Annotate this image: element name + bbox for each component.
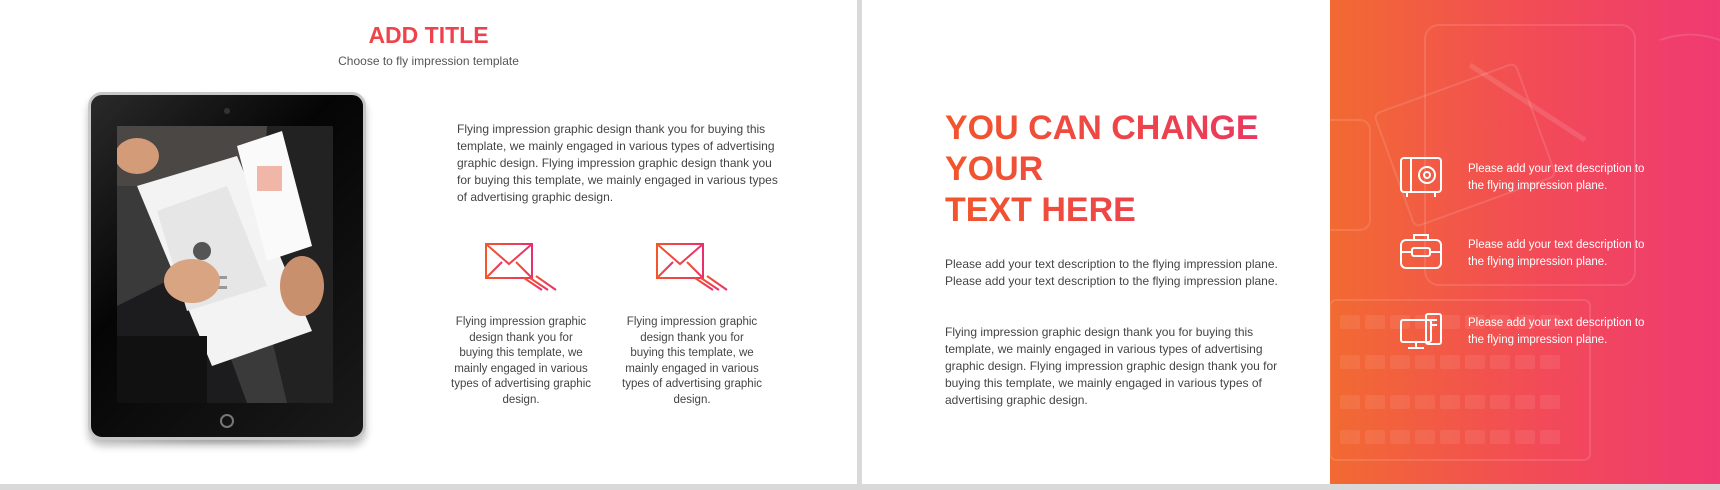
envelope-icon: [655, 240, 735, 295]
tablet-home-button: [220, 414, 234, 428]
headline: [945, 108, 1345, 231]
safe-icon: [1398, 155, 1444, 199]
slide-subtitle: Choose to fly impression template: [338, 54, 519, 68]
tablet-image: [88, 92, 366, 440]
slide-left: [0, 0, 857, 484]
headline-line: TEXT HERE: [945, 191, 1136, 229]
feature-caption: Flying impression graphic design thank you for buying this template, we mainly engaged in various types of advertising graphic design.: [451, 316, 591, 406]
toolbox-icon: [1398, 230, 1444, 274]
intro-text: Flying impression graphic design thank you for buying this template, we mainly engaged in various types of advertising graphic design. Flying impression graphic design thank you for buying this template, we mainly engaged in various types of advertising graphic design.: [457, 122, 778, 204]
envelope-icon: [484, 240, 564, 295]
headline-line: YOU CAN CHANGE: [945, 109, 1259, 147]
gradient-panel: [1330, 0, 1720, 484]
feature-caption: Flying impression graphic design thank you for buying this template, we mainly engaged in various types of advertising graphic design.: [622, 316, 762, 406]
tablet-screen-photo: [117, 126, 333, 403]
panel-item-text: Please add your text description to the flying impression plane.: [1468, 239, 1645, 268]
panel-item-text: Please add your text description to the flying impression plane.: [1468, 317, 1645, 346]
headline-line: YOUR: [945, 150, 1044, 188]
panel-item-text: Please add your text description to the flying impression plane.: [1468, 163, 1645, 192]
slide-title: ADD TITLE: [0, 22, 857, 49]
business-documents-photo: [117, 126, 333, 403]
description-paragraph: Please add your text description to the flying impression plane. Please add your text description to the flying impression plane.: [945, 257, 1278, 288]
devices-icon: [1398, 310, 1444, 354]
slide-right: [862, 0, 1720, 484]
description-paragraph: Flying impression graphic design thank you for buying this template, we mainly engaged in various types of advertising graphic design. Flying impression graphic design thank you for buying this template, we mainly engaged in various types of advertising graphic design.: [945, 325, 1278, 407]
tablet-camera: [224, 108, 230, 114]
